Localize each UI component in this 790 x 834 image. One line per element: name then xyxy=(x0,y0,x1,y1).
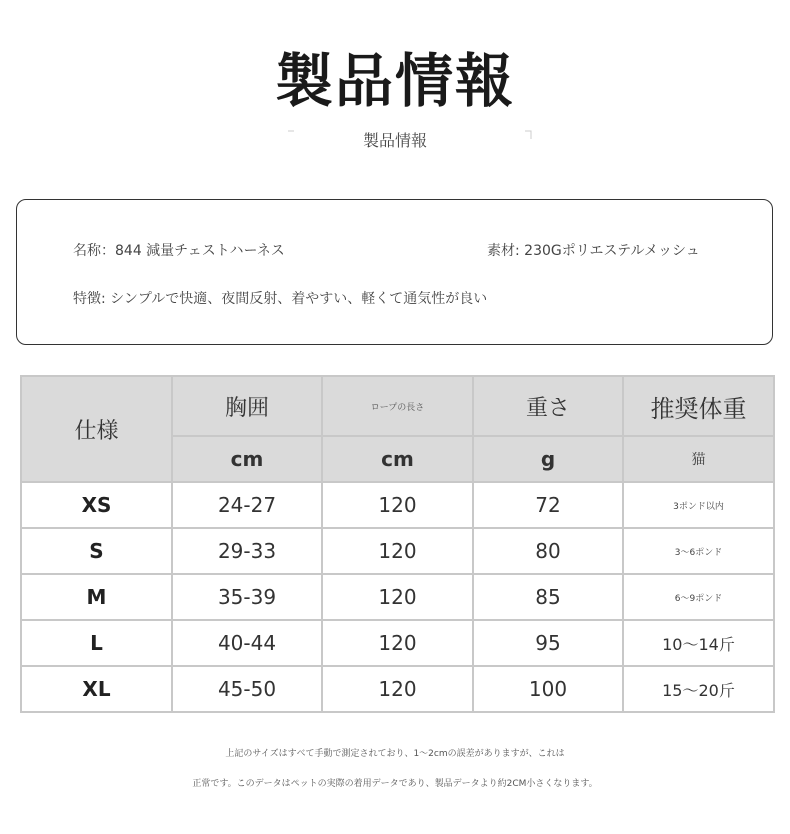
chest-cell: 45-50 xyxy=(172,666,322,712)
recommended-cell: 6～9ポンド xyxy=(623,574,774,620)
corner-mark-icon xyxy=(524,130,532,140)
page-title: 製品情報 xyxy=(274,47,515,115)
header-rope-length: ロープの長さ xyxy=(322,376,473,436)
table-row xyxy=(21,574,774,620)
weight-cell: 72 xyxy=(473,482,623,528)
recommended-cell: 10～14斤 xyxy=(623,620,774,666)
chest-cell: 35-39 xyxy=(172,574,322,620)
weight-cell: 100 xyxy=(473,666,623,712)
weight-cell: 85 xyxy=(473,574,623,620)
table-row xyxy=(21,482,774,528)
chest-cell: 40-44 xyxy=(172,620,322,666)
weight-cell: 95 xyxy=(473,620,623,666)
product-name: 名称：844 減量チェストハーネス xyxy=(73,243,285,259)
unit-rope: cm xyxy=(322,436,473,482)
table-header-row xyxy=(21,376,774,436)
table-row xyxy=(21,666,774,712)
header-recommended-weight: 推奨体重 xyxy=(623,376,774,436)
size-cell: XS xyxy=(21,482,172,528)
rope-cell: 120 xyxy=(322,528,473,574)
header-weight: 重さ xyxy=(473,376,623,436)
header-spec: 仕様 xyxy=(21,376,172,482)
unit-chest: cm xyxy=(172,436,322,482)
table-row xyxy=(21,620,774,666)
rope-cell: 120 xyxy=(322,482,473,528)
unit-weight: g xyxy=(473,436,623,482)
product-features: 特徴: シンプルで快適、夜間反射、着やすい、軽くて通気性が良い xyxy=(73,291,488,307)
page-subtitle: 製品情報 xyxy=(362,131,427,150)
header-chest: 胸囲 xyxy=(172,376,322,436)
rope-cell: 120 xyxy=(322,666,473,712)
recommended-cell: 15～20斤 xyxy=(623,666,774,712)
size-cell: M xyxy=(21,574,172,620)
size-spec-table xyxy=(20,375,775,713)
weight-cell: 80 xyxy=(473,528,623,574)
product-material: 素材: 230Gポリエステルメッシュ xyxy=(487,243,700,259)
rope-cell: 120 xyxy=(322,574,473,620)
recommended-cell: 3ポンド以内 xyxy=(623,482,774,528)
chest-cell: 24-27 xyxy=(172,482,322,528)
size-cell: L xyxy=(21,620,172,666)
chest-cell: 29-33 xyxy=(172,528,322,574)
measurement-note-line2: 正常です。このデータはペットの実際の着用データであり、製品データより約2CM小さくなります。 xyxy=(192,779,598,789)
recommended-cell: 3～6ポンド xyxy=(623,528,774,574)
measurement-note-line1: 上記のサイズはすべて手動で測定されており、1～2cmの誤差がありますが、これは xyxy=(225,749,565,759)
product-info-box xyxy=(16,199,773,345)
unit-recommended: 猫 xyxy=(623,436,774,482)
size-cell: S xyxy=(21,528,172,574)
table-row xyxy=(21,528,774,574)
size-cell: XL xyxy=(21,666,172,712)
rope-cell: 120 xyxy=(322,620,473,666)
